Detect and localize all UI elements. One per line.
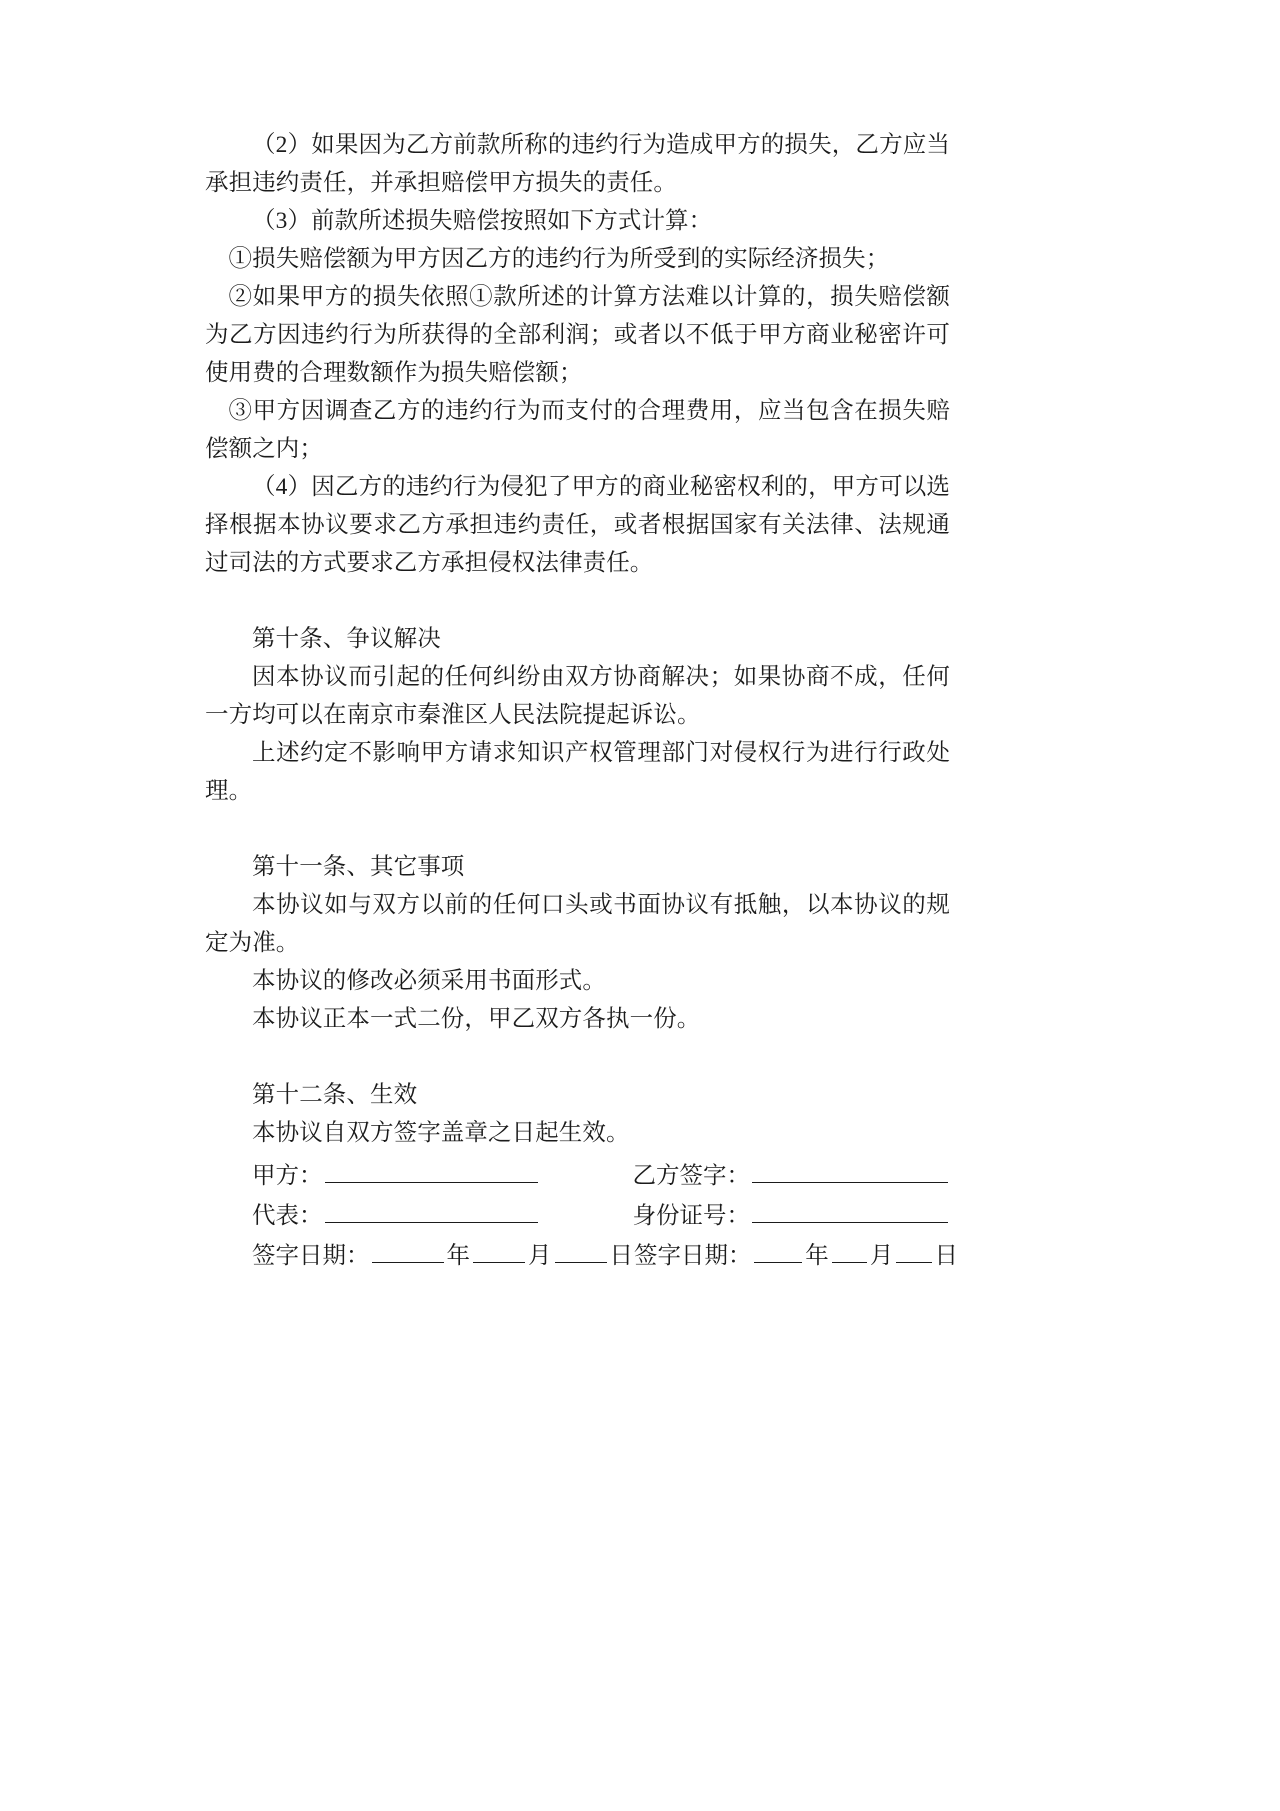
clause11-paragraph-1: 本协议如与双方以前的任何口头或书面协议有抵触，以本协议的规定为准。 <box>205 892 950 956</box>
party-b-date-year-line[interactable] <box>754 1261 803 1263</box>
clause9-subitem-2: ②如果甲方的损失依照①款所述的计算方法难以计算的，损失赔偿额为乙方因违约行为所获得的全部利润；或者以不低于甲方商业秘密许可使用费的合理数额作为损失赔偿额； <box>205 284 950 386</box>
id-number-field <box>633 1196 951 1236</box>
party-a-date-day-line[interactable] <box>555 1261 607 1263</box>
party-a-date-field <box>252 1236 634 1276</box>
representative-input-line[interactable] <box>325 1221 538 1223</box>
clause11-paragraph-2: 本协议的修改必须采用书面形式。 <box>252 968 606 994</box>
clause10-paragraph-1: 因本协议而引起的任何纠纷由双方协商解决；如果协商不成，任何一方均可以在南京市秦淮区人民法院提起诉讼。 <box>205 664 950 728</box>
party-a-date-year-line[interactable] <box>372 1261 444 1263</box>
representative-field <box>252 1196 633 1236</box>
party-a-label: 甲方： <box>252 1163 323 1189</box>
spacer <box>205 1038 950 1076</box>
signature-row-representative <box>205 1196 950 1236</box>
party-b-date-field <box>634 1236 959 1276</box>
clause10-paragraph-2: 上述约定不影响甲方请求知识产权管理部门对侵权行为进行行政处理。 <box>205 740 950 804</box>
signature-row-party-a <box>205 1156 950 1196</box>
clause9-subitem-3: ③甲方因调查乙方的违约行为而支付的合理费用，应当包含在损失赔偿额之内； <box>205 398 950 462</box>
party-a-input-line[interactable] <box>325 1181 538 1183</box>
signature-block <box>205 1156 958 1276</box>
day-character-right: 日 <box>934 1243 958 1269</box>
year-character-right: 年 <box>805 1243 829 1269</box>
party-b-date-month-line[interactable] <box>832 1261 867 1263</box>
month-character-left: 月 <box>528 1243 552 1269</box>
clause11-paragraph-3: 本协议正本一式二份，甲乙双方各执一份。 <box>252 1006 701 1032</box>
id-number-label: 身份证号： <box>632 1203 750 1229</box>
document-content <box>205 126 958 1276</box>
spacer <box>205 582 950 620</box>
clause9-subitem-1: ①损失赔偿额为甲方因乙方的违约行为所受到的实际经济损失； <box>228 246 890 272</box>
day-character-left: 日 <box>609 1243 633 1269</box>
clause12-paragraph-1: 本协议自双方签字盖章之日起生效。 <box>252 1120 630 1146</box>
clause9-item-3: （3）前款所述损失赔偿按照如下方式计算： <box>252 208 713 234</box>
party-b-date-label: 签字日期： <box>634 1243 752 1269</box>
party-a-date-label: 签字日期： <box>252 1243 370 1269</box>
party-a-date-month-line[interactable] <box>473 1261 525 1263</box>
clause9-item-4: （4）因乙方的违约行为侵犯了甲方的商业秘密权利的，甲方可以选择根据本协议要求乙方承担违约责任，或者根据国家有关法律、法规通过司法的方式要求乙方承担侵权法律责任。 <box>205 474 950 576</box>
spacer <box>205 810 950 848</box>
clause12-heading: 第十二条、生效 <box>252 1082 418 1108</box>
party-b-date-day-line[interactable] <box>896 1261 931 1263</box>
clause11-heading: 第十一条、其它事项 <box>252 854 465 880</box>
party-b-signature-field <box>633 1156 951 1196</box>
clause10-heading: 第十条、争议解决 <box>252 626 441 652</box>
clause9-item-2: （2）如果因为乙方前款所称的违约行为造成甲方的损失，乙方应当承担违约责任，并承担赔偿甲方损失的责任。 <box>205 132 950 196</box>
representative-label: 代表： <box>252 1203 323 1229</box>
year-character-left: 年 <box>446 1243 470 1269</box>
party-b-signature-label: 乙方签字： <box>632 1163 750 1189</box>
party-a-field <box>252 1156 633 1196</box>
party-b-signature-input-line[interactable] <box>752 1181 948 1183</box>
signature-row-dates <box>205 1236 958 1276</box>
id-number-input-line[interactable] <box>752 1221 948 1223</box>
month-character-right: 月 <box>869 1243 894 1269</box>
